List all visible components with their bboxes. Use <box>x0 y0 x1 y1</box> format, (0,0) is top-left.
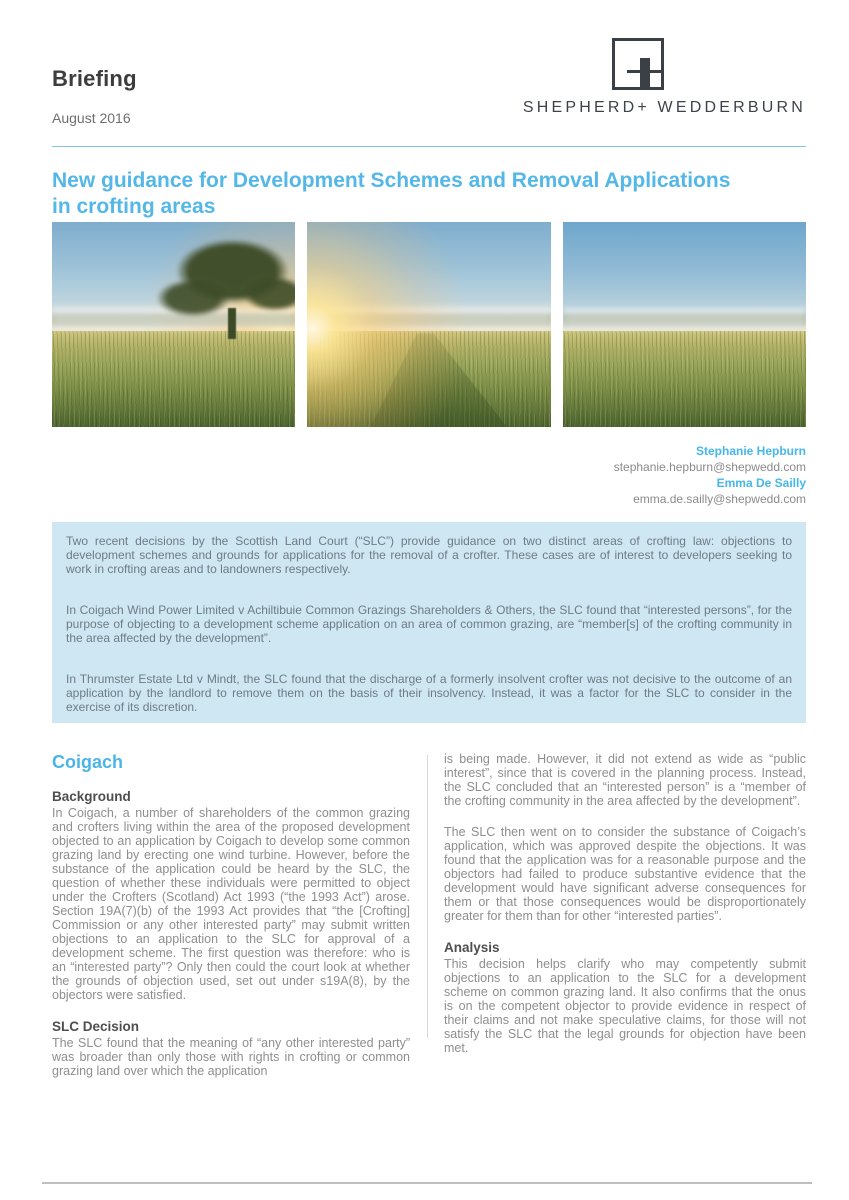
page-title-line-2: in crofting areas <box>52 195 216 219</box>
analysis-heading: Analysis <box>444 940 500 955</box>
slc-decision-continued-text: is being made. However, it did not extend as wide as “public interest”, since that is covered in the planning process. Instead, the SLC concluded that an “interested person” is a “member of the crofting community in the area affected by the development”. <box>444 752 806 808</box>
summary-highlight-box <box>52 522 806 723</box>
field-with-tree-photo <box>52 222 295 427</box>
summary-paragraph: In Coigach Wind Power Limited v Achiltibuie Common Grazings Shareholders & Others, the SLC found that “interested persons”, for the purpose of objecting to a development scheme application on an area of common grazing, are “member[s] of the crofting community in the area affected by the development”. <box>66 603 792 645</box>
slc-decision-text: The SLC found that the meaning of “any other interested party” was broader than only those with rights in crofting or common grazing land over which the application <box>52 1036 410 1078</box>
right-column <box>444 752 806 1078</box>
photo-strip <box>52 222 806 427</box>
background-text: In Coigach, a number of shareholders of the common grazing and crofters living within the area of the proposed development objected to an application by Coigach to develop some common grazing land by erecting one wind turbine. However, before the substance of the application could be heard by the SLC, the question of whether these individuals were permitted to object under the Crofters (Scotland) Act 1993 (“the 1993 Act”) arose. Section 19A(7)(b) of the 1993 Act provides that “the [Crofting] Commission or any other interested party” may submit written objections to an application to the SLC for approval of a development scheme. The first question was therefore: who is an “interested party”? Only then could the court look at whether the grounds of objection used, set out under s19A(8), by the objectors were satisfied. <box>52 806 410 1002</box>
summary-paragraph: In Thrumster Estate Ltd v Mindt, the SLC found that the discharge of a formerly insolvent crofter was not decisive to the outcome of an application by the landlord to remove them on the basis of their insolvency. Instead, it was a factor for the SLC to consider in the exercise of its discretion. <box>66 672 792 714</box>
tree-trunk <box>228 308 236 339</box>
author-name: Stephanie Hepburn <box>695 444 806 458</box>
company-name: SHEPHERD+ WEDDERBURN <box>522 99 806 116</box>
wheat-field <box>52 331 295 427</box>
summary-paragraph: Two recent decisions by the Scottish Land Court (“SLC”) provide guidance on two distinct areas of crofting law: objections to development schemes and grounds for applications for the removal of a crofter. These cases are of interest to developers seeking to work in crofting areas and to landowners respectively. <box>66 534 792 576</box>
page-title <box>52 168 812 220</box>
section-heading: Coigach <box>52 752 124 772</box>
sun-glow <box>307 222 550 427</box>
background-heading: Background <box>52 789 131 804</box>
field-sunset-photo <box>307 222 550 427</box>
author-email-link[interactable]: emma.de.sailly@shepwedd.com <box>633 492 806 506</box>
shepherd-wedderburn-logo-icon <box>612 38 664 90</box>
author-block <box>52 443 806 507</box>
wheat-field <box>563 331 806 427</box>
slc-substance-text: The SLC then went on to consider the substance of Coigach’s application, which was approved despite the objections. It was found that the application was for a reasonable purpose and the objectors had failed to produce substantive evidence that the development would have significant adverse consequences for them or that those consequences would be disproportionately greater for them than for other “interested parties”. <box>444 825 806 923</box>
article-body <box>52 752 806 1078</box>
analysis-text: This decision helps clarify who may competently submit objections to an application to the SLC for a development scheme on common grazing land. It also confirms that the onus is on the competent objector to provide evidence in respect of their claims and not make speculative claims, for those will not satisfy the SLC that the legal grounds for objection have been met. <box>444 957 806 1055</box>
footer-divider <box>42 1182 812 1184</box>
tree-silhouette <box>154 230 295 333</box>
left-column <box>52 752 410 1078</box>
logo-cross-shape <box>627 70 661 73</box>
horizon-haze <box>563 308 806 329</box>
page-title-line-1: New guidance for Development Schemes and Removal Applications <box>52 169 731 193</box>
author-name: Emma De Sailly <box>716 476 806 490</box>
slc-decision-heading: SLC Decision <box>52 1019 140 1034</box>
company-logo <box>476 38 806 117</box>
author-email-link[interactable]: stephanie.hepburn@shepwedd.com <box>613 460 806 474</box>
green-field-photo <box>563 222 806 427</box>
header-divider <box>52 146 806 147</box>
page-kicker: Briefing <box>52 66 137 91</box>
column-divider <box>427 755 428 1038</box>
publication-date: August 2016 <box>52 110 131 126</box>
